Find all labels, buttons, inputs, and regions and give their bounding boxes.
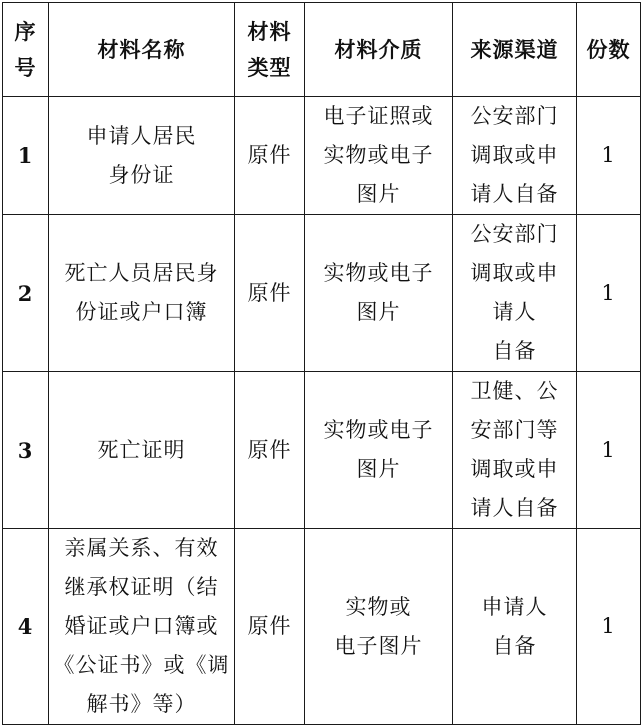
material-copies: 1 bbox=[577, 215, 641, 372]
cell-line: 卫健、公 bbox=[470, 379, 559, 403]
header-no-line-2: 号 bbox=[14, 54, 37, 80]
cell-line: 申请人 bbox=[481, 594, 548, 619]
cell-line: 安部门等 bbox=[470, 418, 559, 442]
material-source bbox=[453, 372, 577, 529]
table-body bbox=[3, 97, 641, 725]
cell-line: 实物或电子 bbox=[323, 143, 434, 167]
material-medium bbox=[305, 215, 453, 372]
header-type bbox=[235, 3, 305, 97]
table-row bbox=[3, 97, 641, 215]
cell-line: 实物或电子 bbox=[323, 261, 434, 285]
material-name bbox=[49, 372, 235, 529]
cell-line: 申请人居民 bbox=[86, 123, 197, 148]
cell-line: 电子证照或 bbox=[323, 104, 434, 128]
cell-line: 调取或申 bbox=[470, 261, 559, 285]
header-type-line-2: 类型 bbox=[247, 54, 292, 80]
table-row bbox=[3, 372, 641, 529]
cell-line: 调取或申 bbox=[470, 143, 559, 167]
cell-line: 调取或申 bbox=[470, 457, 559, 481]
table-row bbox=[3, 529, 641, 725]
cell-line: 图片 bbox=[356, 300, 401, 324]
material-medium bbox=[305, 529, 453, 725]
material-source bbox=[453, 529, 577, 725]
cell-line: 自备 bbox=[492, 633, 537, 658]
cell-line: 死亡人员居民身 bbox=[64, 261, 219, 285]
cell-line: 继承权证明（结 bbox=[64, 575, 219, 599]
cell-line: 图片 bbox=[356, 457, 401, 481]
materials-table bbox=[2, 2, 641, 725]
row-number: 1 bbox=[3, 97, 49, 215]
cell-line: 公安部门 bbox=[470, 222, 559, 246]
material-source bbox=[453, 97, 577, 215]
material-type: 原件 bbox=[235, 215, 305, 372]
cell-line: 请人 bbox=[492, 300, 537, 324]
cell-line: 自备 bbox=[492, 339, 537, 363]
cell-line: 亲属关系、有效 bbox=[64, 536, 219, 560]
header-no-line-1: 序 bbox=[14, 18, 37, 44]
row-number: 3 bbox=[3, 372, 49, 529]
cell-line: 公安部门 bbox=[470, 104, 559, 128]
table-row bbox=[3, 215, 641, 372]
material-copies: 1 bbox=[577, 529, 641, 725]
header-source: 来源渠道 bbox=[453, 3, 577, 97]
cell-line: 请人自备 bbox=[470, 182, 559, 206]
header-medium: 材料介质 bbox=[305, 3, 453, 97]
material-type: 原件 bbox=[235, 372, 305, 529]
cell-line: 《公证书》或《调 bbox=[53, 653, 230, 677]
cell-line: 死亡证明 bbox=[97, 437, 186, 462]
material-copies: 1 bbox=[577, 372, 641, 529]
material-name bbox=[49, 529, 235, 725]
cell-line: 解书》等） bbox=[86, 692, 197, 716]
row-number: 2 bbox=[3, 215, 49, 372]
cell-line: 实物或 bbox=[345, 594, 412, 619]
cell-line: 电子图片 bbox=[334, 633, 423, 658]
row-number: 4 bbox=[3, 529, 49, 725]
material-medium bbox=[305, 372, 453, 529]
cell-line: 份证或户口簿 bbox=[75, 300, 208, 324]
cell-line: 实物或电子 bbox=[323, 418, 434, 442]
cell-line: 婚证或户口簿或 bbox=[64, 614, 219, 638]
material-name bbox=[49, 97, 235, 215]
header-name: 材料名称 bbox=[49, 3, 235, 97]
material-name bbox=[49, 215, 235, 372]
material-source bbox=[453, 215, 577, 372]
table-header-row bbox=[3, 3, 641, 97]
cell-line: 请人自备 bbox=[470, 496, 559, 520]
material-type: 原件 bbox=[235, 97, 305, 215]
material-copies: 1 bbox=[577, 97, 641, 215]
material-medium bbox=[305, 97, 453, 215]
header-no bbox=[3, 3, 49, 97]
cell-line: 图片 bbox=[356, 182, 401, 206]
cell-line: 身份证 bbox=[108, 162, 175, 187]
material-type: 原件 bbox=[235, 529, 305, 725]
header-type-line-1: 材料 bbox=[247, 18, 292, 44]
header-copies: 份数 bbox=[577, 3, 641, 97]
